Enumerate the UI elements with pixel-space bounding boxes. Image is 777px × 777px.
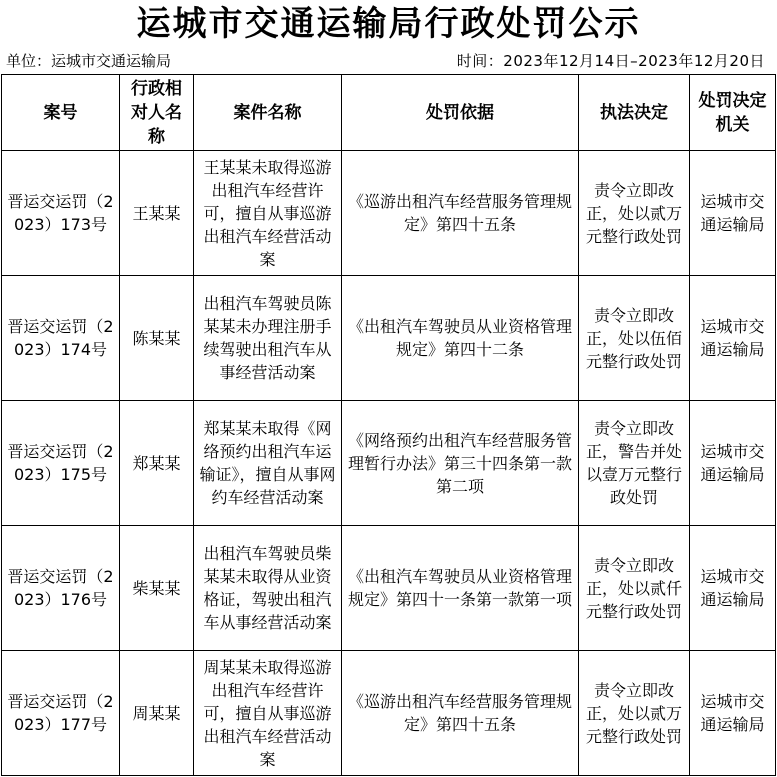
- basis-cell: 《出租汽车驾驶员从业资格管理规定》第四十一条第一款第一项: [342, 526, 579, 651]
- case-name-cell: 出租汽车驾驶员柴某某未取得从业资格证，驾驶出租汽车从事经营活动案: [194, 526, 342, 651]
- basis-cell: 《出租汽车驾驶员从业资格管理规定》第四十二条: [342, 276, 579, 401]
- unit-label: 单位：运城市交通运输局: [6, 52, 172, 70]
- authority-cell: 运城市交通运输局: [690, 151, 776, 276]
- table-row: [2, 276, 776, 401]
- case-no-cell: 晋运交运罚（2023）176号: [2, 526, 120, 651]
- decision-cell: 责令立即改正，处以伍佰元整行政处罚: [579, 276, 690, 401]
- header-case-no: 案号: [2, 75, 120, 151]
- party-cell: 陈某某: [120, 276, 194, 401]
- table-row: [2, 151, 776, 276]
- case-no-cell: 晋运交运罚（2023）177号: [2, 651, 120, 776]
- party-cell: 周某某: [120, 651, 194, 776]
- party-cell: 郑某某: [120, 401, 194, 526]
- meta-line: [0, 50, 777, 72]
- authority-cell: 运城市交通运输局: [690, 526, 776, 651]
- basis-cell: 《网络预约出租汽车经营服务管理暂行办法》第三十四条第一款第二项: [342, 401, 579, 526]
- table-row: [2, 401, 776, 526]
- time-range: 时间：2023年12月14日–2023年12月20日: [456, 52, 765, 70]
- decision-cell: 责令立即改正，处以贰万元整行政处罚: [579, 151, 690, 276]
- case-no-cell: 晋运交运罚（2023）174号: [2, 276, 120, 401]
- header-authority: 处罚决定机关: [690, 75, 776, 151]
- authority-cell: 运城市交通运输局: [690, 651, 776, 776]
- case-name-cell: 王某某未取得巡游出租汽车经营许可，擅自从事巡游出租汽车经营活动案: [194, 151, 342, 276]
- decision-cell: 责令立即改正，处以贰万元整行政处罚: [579, 651, 690, 776]
- basis-cell: 《巡游出租汽车经营服务管理规定》第四十五条: [342, 651, 579, 776]
- table-header-row: [2, 75, 776, 151]
- decision-cell: 责令立即改正，警告并处以壹万元整行政处罚: [579, 401, 690, 526]
- party-cell: 柴某某: [120, 526, 194, 651]
- case-name-cell: 出租汽车驾驶员陈某某未办理注册手续驾驶出租汽车从事经营活动案: [194, 276, 342, 401]
- table-row: [2, 526, 776, 651]
- case-no-cell: 晋运交运罚（2023）173号: [2, 151, 120, 276]
- authority-cell: 运城市交通运输局: [690, 276, 776, 401]
- header-party: 行政相对人名称: [120, 75, 194, 151]
- basis-cell: 《巡游出租汽车经营服务管理规定》第四十五条: [342, 151, 579, 276]
- authority-cell: 运城市交通运输局: [690, 401, 776, 526]
- header-case-name: 案件名称: [194, 75, 342, 151]
- penalty-table: [1, 74, 776, 776]
- header-basis: 处罚依据: [342, 75, 579, 151]
- page-title: 运城市交通运输局行政处罚公示: [136, 4, 641, 44]
- table-row: [2, 651, 776, 776]
- case-name-cell: 郑某某未取得《网络预约出租汽车运输证》，擅自从事网约车经营活动案: [194, 401, 342, 526]
- case-name-cell: 周某某未取得巡游出租汽车经营许可，擅自从事巡游出租汽车经营活动案: [194, 651, 342, 776]
- case-no-cell: 晋运交运罚（2023）175号: [2, 401, 120, 526]
- party-cell: 王某某: [120, 151, 194, 276]
- header-decision: 执法决定: [579, 75, 690, 151]
- decision-cell: 责令立即改正，处以贰仟元整行政处罚: [579, 526, 690, 651]
